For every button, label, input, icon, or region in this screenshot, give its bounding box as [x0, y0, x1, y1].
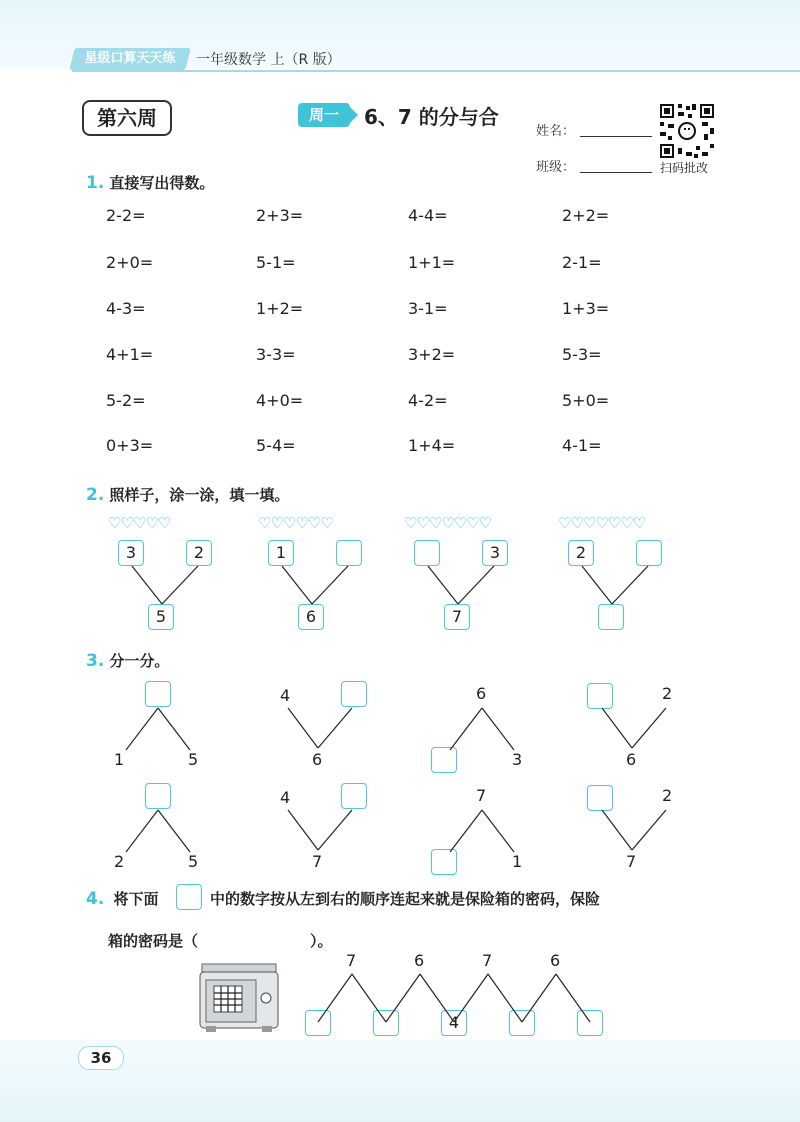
number-box-right: 3 — [482, 540, 508, 566]
heart-row[interactable]: ♡♡♡♡♡♡♡ — [404, 514, 492, 532]
connector-line — [158, 810, 190, 852]
top-digit: 7 — [482, 951, 493, 970]
split-lines — [562, 566, 674, 606]
connector-line — [522, 974, 556, 1022]
equation: 1+3= — [562, 299, 610, 318]
week-label: 第六周 — [82, 100, 172, 136]
left-value: 4 — [280, 686, 291, 705]
connector-line — [482, 810, 514, 852]
connector-line — [288, 810, 318, 850]
connector-line — [162, 566, 198, 604]
number-box-right[interactable] — [336, 540, 362, 566]
grade-label: 一年级数学 上（R 版） — [196, 52, 341, 68]
equation: 5-1= — [256, 253, 296, 272]
number-box-left: 2 — [568, 540, 594, 566]
connector-line — [556, 974, 590, 1022]
question-3-heading — [86, 650, 169, 671]
connector-line — [488, 974, 522, 1022]
split-lines — [106, 808, 216, 854]
equation: 3+2= — [408, 345, 456, 364]
connector-line — [288, 708, 318, 748]
equation: 2-1= — [562, 253, 602, 272]
split-lines — [276, 808, 386, 852]
number-box-bottom[interactable] — [598, 604, 624, 630]
equation: 4+1= — [106, 345, 154, 364]
connector-line — [450, 708, 482, 750]
equation: 4+0= — [256, 391, 304, 410]
number-box-bottom: 7 — [444, 604, 470, 630]
name-label: 姓名： — [536, 124, 576, 139]
bottom-value: 7 — [312, 852, 323, 871]
name-field[interactable] — [580, 136, 652, 137]
heart-row[interactable]: ♡♡♡♡♡ — [108, 514, 171, 532]
question-4-heading — [86, 888, 159, 909]
connector-line — [126, 810, 158, 852]
question-1-text: 直接写出得数。 — [109, 174, 215, 192]
right-value[interactable] — [341, 783, 367, 809]
equation: 5-3= — [562, 345, 602, 364]
split-lines — [408, 566, 520, 606]
question-2-number: 2. — [86, 485, 105, 505]
day-badge: 周一 — [298, 103, 350, 127]
connector-line — [132, 566, 162, 604]
number-box-left[interactable] — [414, 540, 440, 566]
top-value[interactable] — [145, 783, 171, 809]
split-lines — [276, 706, 386, 750]
connector-line — [352, 974, 386, 1022]
connector-line — [602, 708, 632, 748]
equation: 3-3= — [256, 345, 296, 364]
connector-line — [458, 566, 494, 604]
connector-line — [386, 974, 420, 1022]
left-value: 2 — [114, 852, 125, 871]
equation: 3-1= — [408, 299, 448, 318]
question-1-heading — [86, 172, 214, 193]
question-4-text-c: 箱的密码是（ — [108, 932, 199, 950]
top-value[interactable] — [145, 681, 171, 707]
equation: 2+2= — [562, 206, 610, 225]
question-2-heading — [86, 484, 289, 505]
bottom-value: 6 — [312, 750, 323, 769]
bottom-value: 7 — [626, 852, 637, 871]
equation: 4-2= — [408, 391, 448, 410]
split-lines — [112, 566, 224, 606]
equation: 2+0= — [106, 253, 154, 272]
connector-line — [318, 974, 352, 1022]
connector-line — [602, 810, 632, 850]
right-value: 1 — [512, 852, 523, 871]
right-value: 5 — [188, 852, 199, 871]
right-value: 2 — [662, 786, 673, 805]
connector-line — [632, 810, 666, 850]
right-value: 3 — [512, 750, 523, 769]
connector-line — [582, 566, 612, 604]
series-tag — [69, 48, 190, 70]
connector-line — [126, 708, 158, 750]
connector-line — [428, 566, 458, 604]
split-lines — [262, 566, 374, 606]
connector-line — [158, 708, 190, 750]
connector-line — [312, 566, 348, 604]
equation: 2-2= — [106, 206, 146, 225]
equation: 1+4= — [408, 436, 456, 455]
question-1-number: 1. — [86, 173, 105, 193]
connector-line — [282, 566, 312, 604]
equation: 1+2= — [256, 299, 304, 318]
equation: 1+1= — [408, 253, 456, 272]
equation: 2+3= — [256, 206, 304, 225]
split-lines — [590, 808, 700, 852]
connector-line — [612, 566, 648, 604]
right-value: 2 — [662, 684, 673, 703]
connector-line — [450, 810, 482, 852]
left-value: 4 — [280, 788, 291, 807]
split-lines — [106, 706, 216, 752]
number-box-right: 2 — [186, 540, 212, 566]
equation: 4-3= — [106, 299, 146, 318]
top-digit: 6 — [550, 951, 561, 970]
number-box-right[interactable] — [636, 540, 662, 566]
equation: 4-1= — [562, 436, 602, 455]
connector-line — [420, 974, 454, 1022]
connector-line — [318, 810, 352, 850]
heart-row[interactable]: ♡♡♡♡♡♡ — [258, 514, 333, 532]
scan-label: 扫码批改 — [660, 161, 709, 175]
left-value: 1 — [114, 750, 125, 769]
question-4-number: 4. — [86, 889, 105, 909]
split-lines — [430, 808, 540, 854]
number-box-bottom: 6 — [298, 604, 324, 630]
bottom-value: 6 — [626, 750, 637, 769]
right-value[interactable] — [341, 681, 367, 707]
sample-box — [176, 884, 202, 910]
top-value: 7 — [476, 786, 487, 805]
connector-line — [454, 974, 488, 1022]
equation: 0+3= — [106, 436, 154, 455]
question-3-text: 分一分。 — [109, 652, 170, 670]
connector-line — [482, 708, 514, 750]
question-4-text-b: 中的数字按从左到右的顺序连起来就是保险箱的密码，保险 — [210, 890, 601, 908]
heart-row[interactable]: ♡♡♡♡♡♡♡ — [558, 514, 646, 532]
top-value: 6 — [476, 684, 487, 703]
zigzag-lines — [300, 972, 620, 1028]
question-2-text: 照样子，涂一涂，填一填。 — [109, 486, 290, 504]
password-box: 4 — [441, 1010, 467, 1036]
safe-icon — [196, 962, 282, 1034]
equation: 4-4= — [408, 206, 448, 225]
question-4-text-a: 将下面 — [113, 890, 159, 908]
header-divider — [72, 70, 800, 72]
connector-line — [318, 708, 352, 748]
number-box-left: 1 — [268, 540, 294, 566]
equation: 5+0= — [562, 391, 610, 410]
top-digit: 7 — [346, 951, 357, 970]
page-number: 36 — [78, 1046, 124, 1070]
split-lines — [430, 706, 540, 752]
class-field[interactable] — [580, 172, 652, 173]
class-label: 班级： — [536, 160, 576, 175]
number-box-left: 3 — [118, 540, 144, 566]
question-4-text-d: ）。 — [310, 932, 333, 950]
page-title: 6、7 的分与合 — [364, 105, 499, 129]
top-digit: 6 — [414, 951, 425, 970]
number-box-bottom: 5 — [148, 604, 174, 630]
connector-line — [632, 708, 666, 748]
equation: 5-4= — [256, 436, 296, 455]
question-3-number: 3. — [86, 651, 105, 671]
series-title: 星级口算天天练 — [84, 51, 176, 66]
equation: 5-2= — [106, 391, 146, 410]
right-value: 5 — [188, 750, 199, 769]
qr-code-icon[interactable] — [660, 104, 714, 158]
split-lines — [590, 706, 700, 750]
